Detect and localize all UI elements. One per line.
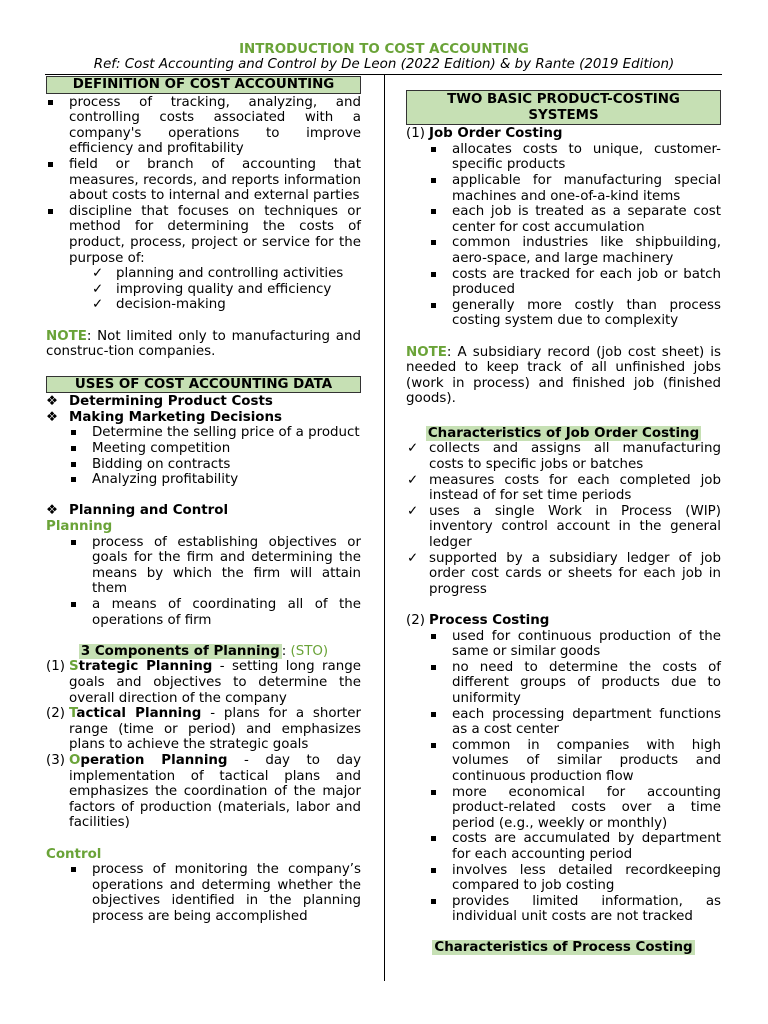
list-item: common industries like shipbuilding, aero-space, and large machinery — [406, 235, 721, 266]
right-column — [406, 90, 721, 956]
list-item — [46, 282, 361, 298]
list-item: discipline that focuses on techniques or method for determining the costs of product, process, project or service for the purpose of: — [46, 204, 361, 266]
list-item-text: uses a single Work in Process (WIP) inventory control account in the general ledger — [429, 503, 721, 551]
planning-list — [46, 535, 361, 629]
definition-heading: DEFINITION OF COST ACCOUNTING — [46, 76, 361, 94]
list-item-text: supported by a subsidiary ledger of job order cost cards or sheets for each job in progress — [429, 550, 721, 597]
purpose-list — [46, 266, 361, 313]
note-label: NOTE — [406, 344, 447, 360]
systems-heading: TWO BASIC PRODUCT-COSTING SYSTEMS — [406, 90, 721, 125]
job-order-list — [406, 142, 721, 329]
list-item: used for continuous production of the same or similar goods — [406, 629, 721, 660]
list-item — [406, 504, 721, 551]
list-item — [46, 503, 361, 519]
list-item — [406, 551, 721, 598]
reference-line: Ref: Cost Accounting and Control by De Leon (2022 Edition) & by Rante (2019 Edition) — [93, 57, 675, 72]
diamond-bullet-icon: ❖ — [46, 503, 59, 519]
section-number: (1) — [406, 126, 425, 142]
list-item: common in companies with high volumes of similar products and continuous production flow — [406, 738, 721, 785]
list-item: Analyzing profitability — [46, 472, 361, 488]
list-item-text: Determining Product Costs — [69, 394, 273, 410]
list-item: costs are accumulated by department for each accounting period — [406, 831, 721, 862]
note-paragraph — [406, 345, 721, 407]
list-item — [406, 473, 721, 504]
list-item — [406, 441, 721, 472]
list-item-text: Making Marketing Decisions — [69, 409, 282, 425]
checkmark-icon: ✓ — [407, 550, 419, 566]
checkmark-icon: ✓ — [407, 472, 419, 488]
diamond-bullet-icon: ❖ — [46, 409, 59, 425]
document-title: INTRODUCTION TO COST ACCOUNTING — [239, 42, 529, 57]
note-text: : A subsidiary record (job cost sheet) is needed to keep track of all unfinished jobs (work in process) and finished job (finished goods). — [406, 344, 721, 407]
list-item: involves less detailed recordkeeping compared to job costing — [406, 863, 721, 894]
list-item-text: planning and controlling activities — [116, 266, 344, 282]
control-label: Control — [46, 846, 102, 862]
list-item: a means of coordinating all of the operations of firm — [46, 597, 361, 628]
component-item: (1) Strategic Planning - setting long range goals and objectives to determine the overall direction of the company — [46, 659, 361, 706]
column-divider — [384, 75, 385, 981]
process-title: (2) Process Costing — [406, 613, 550, 628]
checkmark-icon: ✓ — [407, 441, 419, 457]
uses-heading: USES OF COST ACCOUNTING DATA — [46, 376, 361, 394]
components-colon: : — [281, 643, 287, 659]
job-char-list — [406, 441, 721, 597]
list-item: no need to determine the costs of different groups of products due to uniformity — [406, 660, 721, 707]
list-item: process of tracking, analyzing, and controlling costs associated with a company's operations to improve efficiency and profitability — [46, 95, 361, 157]
job-order-title: (1) Job Order Costing — [406, 126, 563, 142]
list-item — [46, 297, 361, 313]
list-item: allocates costs to unique, customer-specific products — [406, 142, 721, 173]
control-list — [46, 862, 361, 924]
component-number: (2) — [46, 706, 65, 722]
components-heading: 3 Components of Planning — [80, 643, 280, 659]
list-item: Meeting competition — [46, 441, 361, 457]
list-item: process of establishing objectives or goals for the firm and determining the means by which the firm will attain them — [46, 535, 361, 597]
component-item: (2) Tactical Planning - plans for a shorter range (time or period) and emphasizes plans to achieve the strategic goals — [46, 706, 362, 753]
checkmark-icon: ✓ — [92, 281, 104, 297]
list-item — [46, 266, 361, 282]
list-item-text: Planning and Control — [69, 503, 229, 519]
section-number: (2) — [406, 613, 425, 628]
components-heading-line — [46, 644, 361, 660]
checkmark-icon: ✓ — [92, 266, 104, 282]
component-item: (3) Operation Planning - day to day implementation of tactical plans and emphasizes the coordination of the major factors of production (materials, labor and facilities) — [46, 752, 361, 831]
uses-list — [46, 394, 361, 425]
list-item: provides limited information, as individual unit costs are not tracked — [406, 894, 721, 925]
note-label: NOTE — [46, 328, 87, 344]
job-char-heading-line — [406, 426, 721, 442]
list-item-text: measures costs for each completed job instead of for set time periods — [429, 472, 721, 504]
list-item: Bidding on contracts — [46, 457, 361, 473]
list-item — [46, 394, 361, 410]
list-item: field or branch of accounting that measures, records, and reports information about costs to internal and external parties — [46, 157, 361, 204]
process-char-heading: Characteristics of Process Costing — [434, 940, 693, 956]
list-item: process of monitoring the company’s operations and determing whether the objectives identified in the planning process are being accomplished — [46, 862, 361, 924]
checkmark-icon: ✓ — [92, 297, 104, 313]
job-char-heading: Characteristics of Job Order Costing — [427, 425, 700, 441]
planning-label: Planning — [46, 519, 113, 535]
diamond-bullet-icon: ❖ — [46, 394, 59, 410]
note-paragraph — [46, 329, 361, 360]
list-item-text: collects and assigns all manufacturing costs to specific jobs or batches — [429, 441, 721, 473]
list-item-text: decision-making — [116, 297, 226, 313]
list-item: generally more costly than process costing system due to complexity — [406, 298, 721, 329]
planning-control-item — [46, 503, 361, 519]
list-item: each processing department functions as a cost center — [406, 707, 721, 738]
list-item: each job is treated as a separate cost center for cost accumulation — [406, 204, 721, 235]
list-item: Determine the selling price of a product — [46, 425, 361, 441]
component-number: (1) — [46, 659, 65, 675]
list-item-text: improving quality and efficiency — [116, 281, 332, 297]
marketing-list — [46, 425, 361, 487]
list-item: applicable for manufacturing special machines and one-of-a-kind items — [406, 173, 721, 204]
process-list — [406, 629, 721, 925]
list-item: costs are tracked for each job or batch produced — [406, 267, 721, 298]
list-item — [46, 410, 361, 426]
left-column — [46, 76, 361, 924]
definition-list — [46, 95, 361, 267]
process-char-heading-line — [406, 940, 721, 956]
component-number: (3) — [46, 752, 65, 768]
note-text: : Not limited only to manufacturing and construc-tion companies. — [46, 328, 361, 360]
components-abbr: (STO) — [290, 643, 329, 659]
checkmark-icon: ✓ — [407, 503, 419, 519]
list-item: more economical for accounting product-related costs over a time period (e.g., weekly or monthly) — [406, 785, 721, 832]
